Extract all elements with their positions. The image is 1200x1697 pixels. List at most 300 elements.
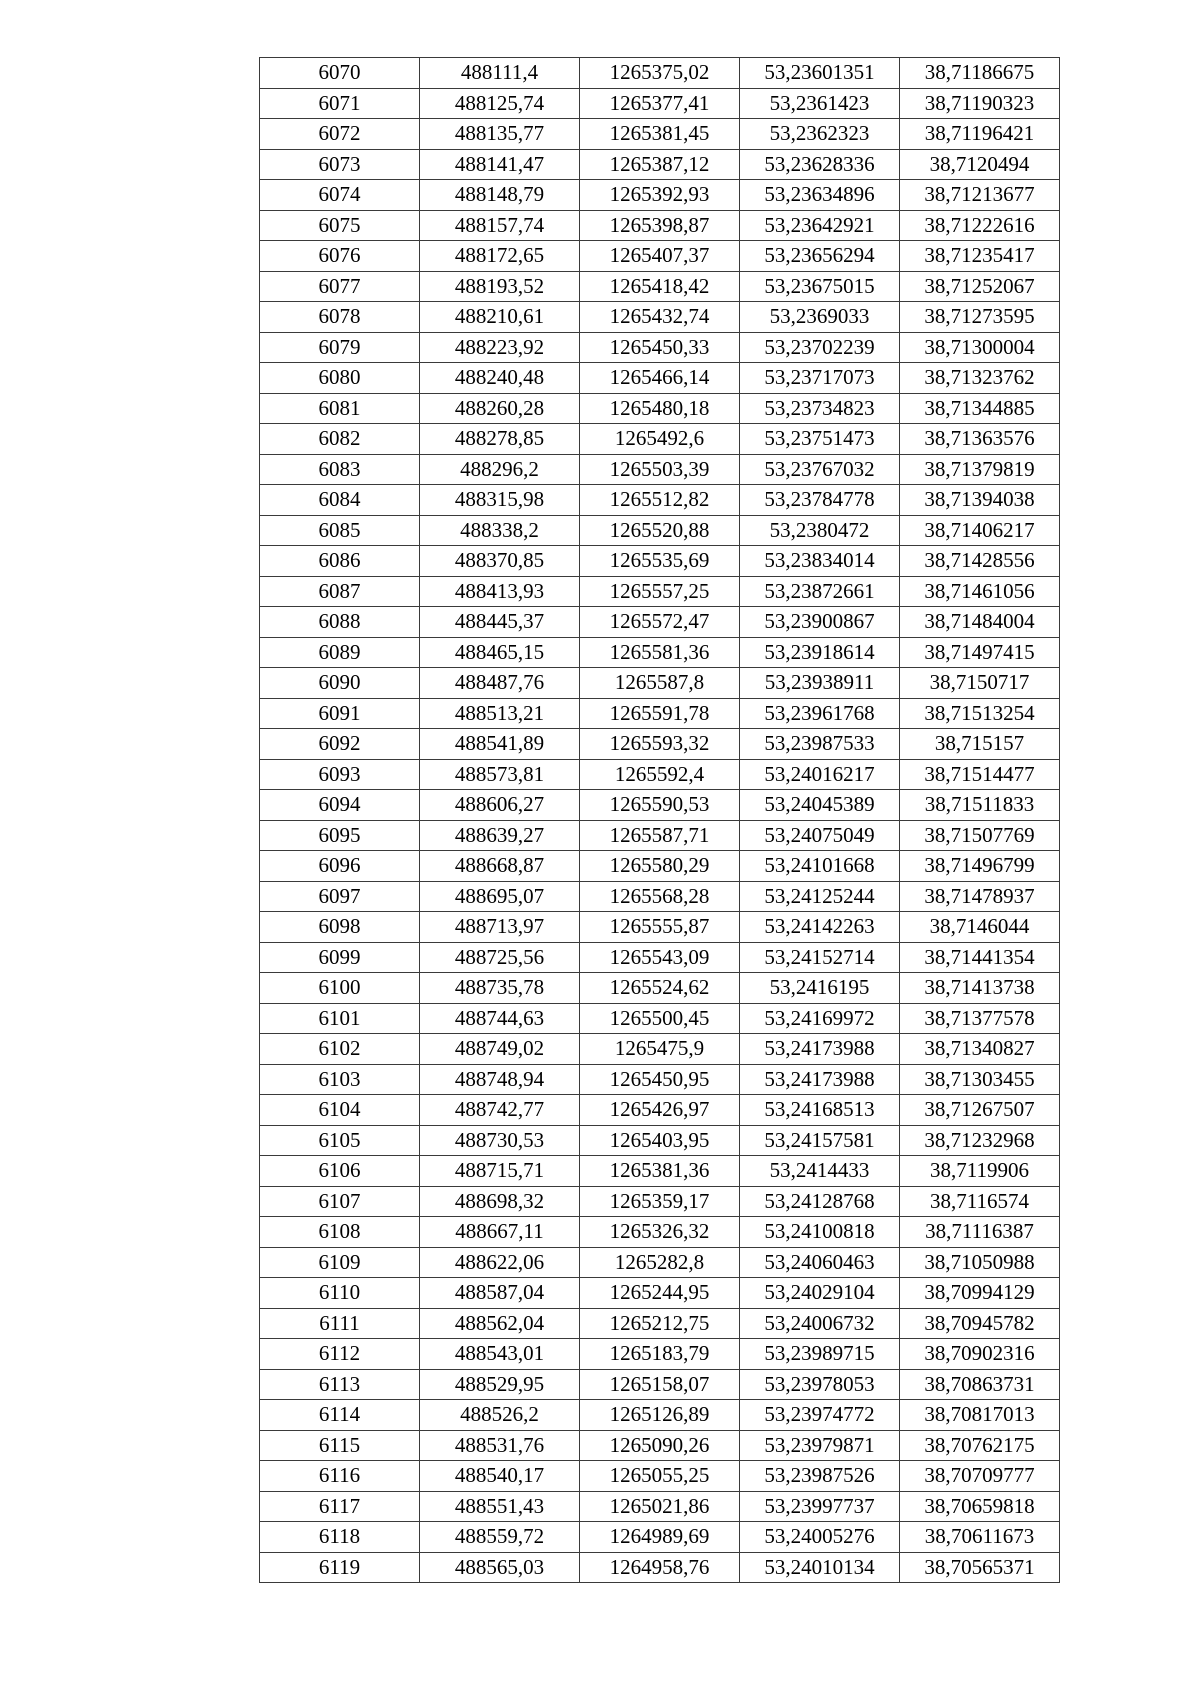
- y-coordinate-cell: 1265375,02: [580, 58, 740, 89]
- latitude-cell: 53,24006732: [740, 1308, 900, 1339]
- table-row: [260, 637, 1060, 668]
- point-number-cell: 6095: [260, 820, 420, 851]
- longitude-cell: 38,71196421: [900, 119, 1060, 150]
- table-row: [260, 1217, 1060, 1248]
- latitude-cell: 53,24101668: [740, 851, 900, 882]
- latitude-cell: 53,23974772: [740, 1400, 900, 1431]
- longitude-cell: 38,70565371: [900, 1552, 1060, 1583]
- longitude-cell: 38,71252067: [900, 271, 1060, 302]
- latitude-cell: 53,23872661: [740, 576, 900, 607]
- x-coordinate-cell: 488668,87: [420, 851, 580, 882]
- longitude-cell: 38,71394038: [900, 485, 1060, 516]
- longitude-cell: 38,71496799: [900, 851, 1060, 882]
- longitude-cell: 38,70994129: [900, 1278, 1060, 1309]
- y-coordinate-cell: 1265183,79: [580, 1339, 740, 1370]
- y-coordinate-cell: 1265543,09: [580, 942, 740, 973]
- point-number-cell: 6101: [260, 1003, 420, 1034]
- point-number-cell: 6087: [260, 576, 420, 607]
- point-number-cell: 6078: [260, 302, 420, 333]
- y-coordinate-cell: 1264989,69: [580, 1522, 740, 1553]
- table-row: [260, 1247, 1060, 1278]
- longitude-cell: 38,7119906: [900, 1156, 1060, 1187]
- y-coordinate-cell: 1265387,12: [580, 149, 740, 180]
- point-number-cell: 6071: [260, 88, 420, 119]
- point-number-cell: 6072: [260, 119, 420, 150]
- x-coordinate-cell: 488141,47: [420, 149, 580, 180]
- latitude-cell: 53,24016217: [740, 759, 900, 790]
- latitude-cell: 53,24168513: [740, 1095, 900, 1126]
- longitude-cell: 38,7146044: [900, 912, 1060, 943]
- table-row: [260, 1522, 1060, 1553]
- point-number-cell: 6115: [260, 1430, 420, 1461]
- y-coordinate-cell: 1265381,36: [580, 1156, 740, 1187]
- longitude-cell: 38,71507769: [900, 820, 1060, 851]
- point-number-cell: 6118: [260, 1522, 420, 1553]
- table-row: [260, 58, 1060, 89]
- x-coordinate-cell: 488278,85: [420, 424, 580, 455]
- longitude-cell: 38,71377578: [900, 1003, 1060, 1034]
- latitude-cell: 53,2416195: [740, 973, 900, 1004]
- x-coordinate-cell: 488744,63: [420, 1003, 580, 1034]
- longitude-cell: 38,71428556: [900, 546, 1060, 577]
- x-coordinate-cell: 488749,02: [420, 1034, 580, 1065]
- longitude-cell: 38,70863731: [900, 1369, 1060, 1400]
- longitude-cell: 38,71213677: [900, 180, 1060, 211]
- table-row: [260, 485, 1060, 516]
- x-coordinate-cell: 488562,04: [420, 1308, 580, 1339]
- table-row: [260, 1125, 1060, 1156]
- longitude-cell: 38,71340827: [900, 1034, 1060, 1065]
- latitude-cell: 53,24075049: [740, 820, 900, 851]
- table-row: [260, 1430, 1060, 1461]
- longitude-cell: 38,71513254: [900, 698, 1060, 729]
- y-coordinate-cell: 1265392,93: [580, 180, 740, 211]
- y-coordinate-cell: 1265426,97: [580, 1095, 740, 1126]
- point-number-cell: 6109: [260, 1247, 420, 1278]
- table-row: [260, 271, 1060, 302]
- x-coordinate-cell: 488551,43: [420, 1491, 580, 1522]
- table-row: [260, 88, 1060, 119]
- latitude-cell: 53,23717073: [740, 363, 900, 394]
- x-coordinate-cell: 488445,37: [420, 607, 580, 638]
- y-coordinate-cell: 1265492,6: [580, 424, 740, 455]
- latitude-cell: 53,24173988: [740, 1064, 900, 1095]
- x-coordinate-cell: 488606,27: [420, 790, 580, 821]
- y-coordinate-cell: 1265244,95: [580, 1278, 740, 1309]
- table-row: [260, 424, 1060, 455]
- table-row: [260, 393, 1060, 424]
- latitude-cell: 53,23900867: [740, 607, 900, 638]
- point-number-cell: 6089: [260, 637, 420, 668]
- y-coordinate-cell: 1265480,18: [580, 393, 740, 424]
- x-coordinate-cell: 488296,2: [420, 454, 580, 485]
- point-number-cell: 6092: [260, 729, 420, 760]
- table-row: [260, 1156, 1060, 1187]
- latitude-cell: 53,24157581: [740, 1125, 900, 1156]
- y-coordinate-cell: 1264958,76: [580, 1552, 740, 1583]
- longitude-cell: 38,70611673: [900, 1522, 1060, 1553]
- longitude-cell: 38,71406217: [900, 515, 1060, 546]
- table-row: [260, 1552, 1060, 1583]
- x-coordinate-cell: 488730,53: [420, 1125, 580, 1156]
- latitude-cell: 53,2369033: [740, 302, 900, 333]
- y-coordinate-cell: 1265587,71: [580, 820, 740, 851]
- y-coordinate-cell: 1265587,8: [580, 668, 740, 699]
- x-coordinate-cell: 488487,76: [420, 668, 580, 699]
- table-row: [260, 515, 1060, 546]
- latitude-cell: 53,24169972: [740, 1003, 900, 1034]
- x-coordinate-cell: 488735,78: [420, 973, 580, 1004]
- point-number-cell: 6086: [260, 546, 420, 577]
- x-coordinate-cell: 488622,06: [420, 1247, 580, 1278]
- y-coordinate-cell: 1265555,87: [580, 912, 740, 943]
- latitude-cell: 53,23979871: [740, 1430, 900, 1461]
- longitude-cell: 38,71514477: [900, 759, 1060, 790]
- table-row: [260, 1278, 1060, 1309]
- table-row: [260, 210, 1060, 241]
- latitude-cell: 53,24125244: [740, 881, 900, 912]
- latitude-cell: 53,24142263: [740, 912, 900, 943]
- latitude-cell: 53,23656294: [740, 241, 900, 272]
- point-number-cell: 6074: [260, 180, 420, 211]
- y-coordinate-cell: 1265326,32: [580, 1217, 740, 1248]
- longitude-cell: 38,71186675: [900, 58, 1060, 89]
- x-coordinate-cell: 488713,97: [420, 912, 580, 943]
- x-coordinate-cell: 488193,52: [420, 271, 580, 302]
- latitude-cell: 53,23767032: [740, 454, 900, 485]
- x-coordinate-cell: 488565,03: [420, 1552, 580, 1583]
- point-number-cell: 6070: [260, 58, 420, 89]
- y-coordinate-cell: 1265590,53: [580, 790, 740, 821]
- point-number-cell: 6075: [260, 210, 420, 241]
- table-row: [260, 454, 1060, 485]
- latitude-cell: 53,24029104: [740, 1278, 900, 1309]
- point-number-cell: 6098: [260, 912, 420, 943]
- latitude-cell: 53,24045389: [740, 790, 900, 821]
- point-number-cell: 6097: [260, 881, 420, 912]
- point-number-cell: 6107: [260, 1186, 420, 1217]
- x-coordinate-cell: 488370,85: [420, 546, 580, 577]
- table-row: [260, 729, 1060, 760]
- y-coordinate-cell: 1265580,29: [580, 851, 740, 882]
- y-coordinate-cell: 1265557,25: [580, 576, 740, 607]
- x-coordinate-cell: 488260,28: [420, 393, 580, 424]
- table-row: [260, 912, 1060, 943]
- point-number-cell: 6079: [260, 332, 420, 363]
- longitude-cell: 38,71478937: [900, 881, 1060, 912]
- table-row: [260, 363, 1060, 394]
- point-number-cell: 6116: [260, 1461, 420, 1492]
- latitude-cell: 53,23978053: [740, 1369, 900, 1400]
- point-number-cell: 6102: [260, 1034, 420, 1065]
- longitude-cell: 38,70709777: [900, 1461, 1060, 1492]
- point-number-cell: 6113: [260, 1369, 420, 1400]
- x-coordinate-cell: 488172,65: [420, 241, 580, 272]
- latitude-cell: 53,23938911: [740, 668, 900, 699]
- y-coordinate-cell: 1265407,37: [580, 241, 740, 272]
- y-coordinate-cell: 1265581,36: [580, 637, 740, 668]
- point-number-cell: 6085: [260, 515, 420, 546]
- table-row: [260, 576, 1060, 607]
- y-coordinate-cell: 1265055,25: [580, 1461, 740, 1492]
- x-coordinate-cell: 488639,27: [420, 820, 580, 851]
- table-row: [260, 119, 1060, 150]
- point-number-cell: 6096: [260, 851, 420, 882]
- y-coordinate-cell: 1265418,42: [580, 271, 740, 302]
- y-coordinate-cell: 1265359,17: [580, 1186, 740, 1217]
- y-coordinate-cell: 1265432,74: [580, 302, 740, 333]
- y-coordinate-cell: 1265475,9: [580, 1034, 740, 1065]
- longitude-cell: 38,71273595: [900, 302, 1060, 333]
- longitude-cell: 38,71222616: [900, 210, 1060, 241]
- latitude-cell: 53,23961768: [740, 698, 900, 729]
- table-row: [260, 1491, 1060, 1522]
- latitude-cell: 53,23601351: [740, 58, 900, 89]
- point-number-cell: 6111: [260, 1308, 420, 1339]
- longitude-cell: 38,71303455: [900, 1064, 1060, 1095]
- longitude-cell: 38,71116387: [900, 1217, 1060, 1248]
- y-coordinate-cell: 1265535,69: [580, 546, 740, 577]
- latitude-cell: 53,2361423: [740, 88, 900, 119]
- y-coordinate-cell: 1265090,26: [580, 1430, 740, 1461]
- x-coordinate-cell: 488573,81: [420, 759, 580, 790]
- table-row: [260, 759, 1060, 790]
- latitude-cell: 53,23642921: [740, 210, 900, 241]
- longitude-cell: 38,71497415: [900, 637, 1060, 668]
- point-number-cell: 6090: [260, 668, 420, 699]
- longitude-cell: 38,71050988: [900, 1247, 1060, 1278]
- x-coordinate-cell: 488587,04: [420, 1278, 580, 1309]
- latitude-cell: 53,23634896: [740, 180, 900, 211]
- longitude-cell: 38,71323762: [900, 363, 1060, 394]
- latitude-cell: 53,23834014: [740, 546, 900, 577]
- x-coordinate-cell: 488413,93: [420, 576, 580, 607]
- x-coordinate-cell: 488540,17: [420, 1461, 580, 1492]
- y-coordinate-cell: 1265381,45: [580, 119, 740, 150]
- longitude-cell: 38,71267507: [900, 1095, 1060, 1126]
- latitude-cell: 53,24060463: [740, 1247, 900, 1278]
- point-number-cell: 6110: [260, 1278, 420, 1309]
- latitude-cell: 53,23675015: [740, 271, 900, 302]
- coordinates-table: [259, 57, 1060, 1583]
- table-row: [260, 607, 1060, 638]
- latitude-cell: 53,23702239: [740, 332, 900, 363]
- x-coordinate-cell: 488315,98: [420, 485, 580, 516]
- x-coordinate-cell: 488135,77: [420, 119, 580, 150]
- x-coordinate-cell: 488715,71: [420, 1156, 580, 1187]
- x-coordinate-cell: 488513,21: [420, 698, 580, 729]
- coordinates-table-body: [260, 58, 1060, 1583]
- point-number-cell: 6088: [260, 607, 420, 638]
- latitude-cell: 53,23628336: [740, 149, 900, 180]
- x-coordinate-cell: 488111,4: [420, 58, 580, 89]
- x-coordinate-cell: 488531,76: [420, 1430, 580, 1461]
- latitude-cell: 53,23997737: [740, 1491, 900, 1522]
- table-row: [260, 1400, 1060, 1431]
- table-row: [260, 332, 1060, 363]
- longitude-cell: 38,7120494: [900, 149, 1060, 180]
- x-coordinate-cell: 488559,72: [420, 1522, 580, 1553]
- y-coordinate-cell: 1265592,4: [580, 759, 740, 790]
- table-row: [260, 1308, 1060, 1339]
- longitude-cell: 38,70902316: [900, 1339, 1060, 1370]
- point-number-cell: 6082: [260, 424, 420, 455]
- point-number-cell: 6081: [260, 393, 420, 424]
- table-row: [260, 668, 1060, 699]
- point-number-cell: 6103: [260, 1064, 420, 1095]
- y-coordinate-cell: 1265466,14: [580, 363, 740, 394]
- longitude-cell: 38,71344885: [900, 393, 1060, 424]
- table-row: [260, 1461, 1060, 1492]
- longitude-cell: 38,715157: [900, 729, 1060, 760]
- y-coordinate-cell: 1265593,32: [580, 729, 740, 760]
- longitude-cell: 38,71300004: [900, 332, 1060, 363]
- x-coordinate-cell: 488240,48: [420, 363, 580, 394]
- point-number-cell: 6084: [260, 485, 420, 516]
- latitude-cell: 53,23989715: [740, 1339, 900, 1370]
- y-coordinate-cell: 1265591,78: [580, 698, 740, 729]
- y-coordinate-cell: 1265450,95: [580, 1064, 740, 1095]
- point-number-cell: 6094: [260, 790, 420, 821]
- latitude-cell: 53,24173988: [740, 1034, 900, 1065]
- point-number-cell: 6105: [260, 1125, 420, 1156]
- x-coordinate-cell: 488148,79: [420, 180, 580, 211]
- y-coordinate-cell: 1265450,33: [580, 332, 740, 363]
- point-number-cell: 6104: [260, 1095, 420, 1126]
- table-row: [260, 180, 1060, 211]
- longitude-cell: 38,71232968: [900, 1125, 1060, 1156]
- longitude-cell: 38,71484004: [900, 607, 1060, 638]
- table-row: [260, 1186, 1060, 1217]
- point-number-cell: 6080: [260, 363, 420, 394]
- point-number-cell: 6083: [260, 454, 420, 485]
- longitude-cell: 38,70945782: [900, 1308, 1060, 1339]
- x-coordinate-cell: 488748,94: [420, 1064, 580, 1095]
- x-coordinate-cell: 488157,74: [420, 210, 580, 241]
- y-coordinate-cell: 1265512,82: [580, 485, 740, 516]
- latitude-cell: 53,2380472: [740, 515, 900, 546]
- x-coordinate-cell: 488526,2: [420, 1400, 580, 1431]
- longitude-cell: 38,71441354: [900, 942, 1060, 973]
- longitude-cell: 38,71511833: [900, 790, 1060, 821]
- point-number-cell: 6108: [260, 1217, 420, 1248]
- longitude-cell: 38,7116574: [900, 1186, 1060, 1217]
- latitude-cell: 53,23987533: [740, 729, 900, 760]
- longitude-cell: 38,71413738: [900, 973, 1060, 1004]
- table-row: [260, 546, 1060, 577]
- y-coordinate-cell: 1265520,88: [580, 515, 740, 546]
- longitude-cell: 38,71461056: [900, 576, 1060, 607]
- y-coordinate-cell: 1265568,28: [580, 881, 740, 912]
- table-row: [260, 698, 1060, 729]
- y-coordinate-cell: 1265503,39: [580, 454, 740, 485]
- latitude-cell: 53,2362323: [740, 119, 900, 150]
- longitude-cell: 38,71235417: [900, 241, 1060, 272]
- table-row: [260, 1095, 1060, 1126]
- table-row: [260, 942, 1060, 973]
- x-coordinate-cell: 488223,92: [420, 332, 580, 363]
- point-number-cell: 6114: [260, 1400, 420, 1431]
- latitude-cell: 53,24005276: [740, 1522, 900, 1553]
- point-number-cell: 6099: [260, 942, 420, 973]
- y-coordinate-cell: 1265398,87: [580, 210, 740, 241]
- point-number-cell: 6100: [260, 973, 420, 1004]
- x-coordinate-cell: 488529,95: [420, 1369, 580, 1400]
- y-coordinate-cell: 1265126,89: [580, 1400, 740, 1431]
- point-number-cell: 6093: [260, 759, 420, 790]
- table-row: [260, 1003, 1060, 1034]
- table-row: [260, 149, 1060, 180]
- x-coordinate-cell: 488725,56: [420, 942, 580, 973]
- longitude-cell: 38,71379819: [900, 454, 1060, 485]
- point-number-cell: 6117: [260, 1491, 420, 1522]
- y-coordinate-cell: 1265403,95: [580, 1125, 740, 1156]
- y-coordinate-cell: 1265212,75: [580, 1308, 740, 1339]
- latitude-cell: 53,24128768: [740, 1186, 900, 1217]
- x-coordinate-cell: 488125,74: [420, 88, 580, 119]
- x-coordinate-cell: 488698,32: [420, 1186, 580, 1217]
- table-row: [260, 1369, 1060, 1400]
- x-coordinate-cell: 488465,15: [420, 637, 580, 668]
- table-row: [260, 241, 1060, 272]
- longitude-cell: 38,71363576: [900, 424, 1060, 455]
- latitude-cell: 53,24152714: [740, 942, 900, 973]
- latitude-cell: 53,24100818: [740, 1217, 900, 1248]
- longitude-cell: 38,70762175: [900, 1430, 1060, 1461]
- x-coordinate-cell: 488210,61: [420, 302, 580, 333]
- table-row: [260, 1064, 1060, 1095]
- x-coordinate-cell: 488742,77: [420, 1095, 580, 1126]
- point-number-cell: 6119: [260, 1552, 420, 1583]
- latitude-cell: 53,23784778: [740, 485, 900, 516]
- point-number-cell: 6091: [260, 698, 420, 729]
- y-coordinate-cell: 1265282,8: [580, 1247, 740, 1278]
- point-number-cell: 6073: [260, 149, 420, 180]
- y-coordinate-cell: 1265572,47: [580, 607, 740, 638]
- y-coordinate-cell: 1265524,62: [580, 973, 740, 1004]
- latitude-cell: 53,23918614: [740, 637, 900, 668]
- table-row: [260, 1339, 1060, 1370]
- x-coordinate-cell: 488695,07: [420, 881, 580, 912]
- latitude-cell: 53,2414433: [740, 1156, 900, 1187]
- point-number-cell: 6077: [260, 271, 420, 302]
- latitude-cell: 53,23751473: [740, 424, 900, 455]
- table-row: [260, 820, 1060, 851]
- table-row: [260, 881, 1060, 912]
- y-coordinate-cell: 1265500,45: [580, 1003, 740, 1034]
- latitude-cell: 53,23987526: [740, 1461, 900, 1492]
- table-row: [260, 851, 1060, 882]
- x-coordinate-cell: 488541,89: [420, 729, 580, 760]
- table-row: [260, 973, 1060, 1004]
- x-coordinate-cell: 488338,2: [420, 515, 580, 546]
- longitude-cell: 38,7150717: [900, 668, 1060, 699]
- table-row: [260, 1034, 1060, 1065]
- point-number-cell: 6112: [260, 1339, 420, 1370]
- latitude-cell: 53,23734823: [740, 393, 900, 424]
- y-coordinate-cell: 1265021,86: [580, 1491, 740, 1522]
- longitude-cell: 38,71190323: [900, 88, 1060, 119]
- x-coordinate-cell: 488667,11: [420, 1217, 580, 1248]
- point-number-cell: 6106: [260, 1156, 420, 1187]
- point-number-cell: 6076: [260, 241, 420, 272]
- y-coordinate-cell: 1265158,07: [580, 1369, 740, 1400]
- table-row: [260, 302, 1060, 333]
- x-coordinate-cell: 488543,01: [420, 1339, 580, 1370]
- table-row: [260, 790, 1060, 821]
- longitude-cell: 38,70817013: [900, 1400, 1060, 1431]
- longitude-cell: 38,70659818: [900, 1491, 1060, 1522]
